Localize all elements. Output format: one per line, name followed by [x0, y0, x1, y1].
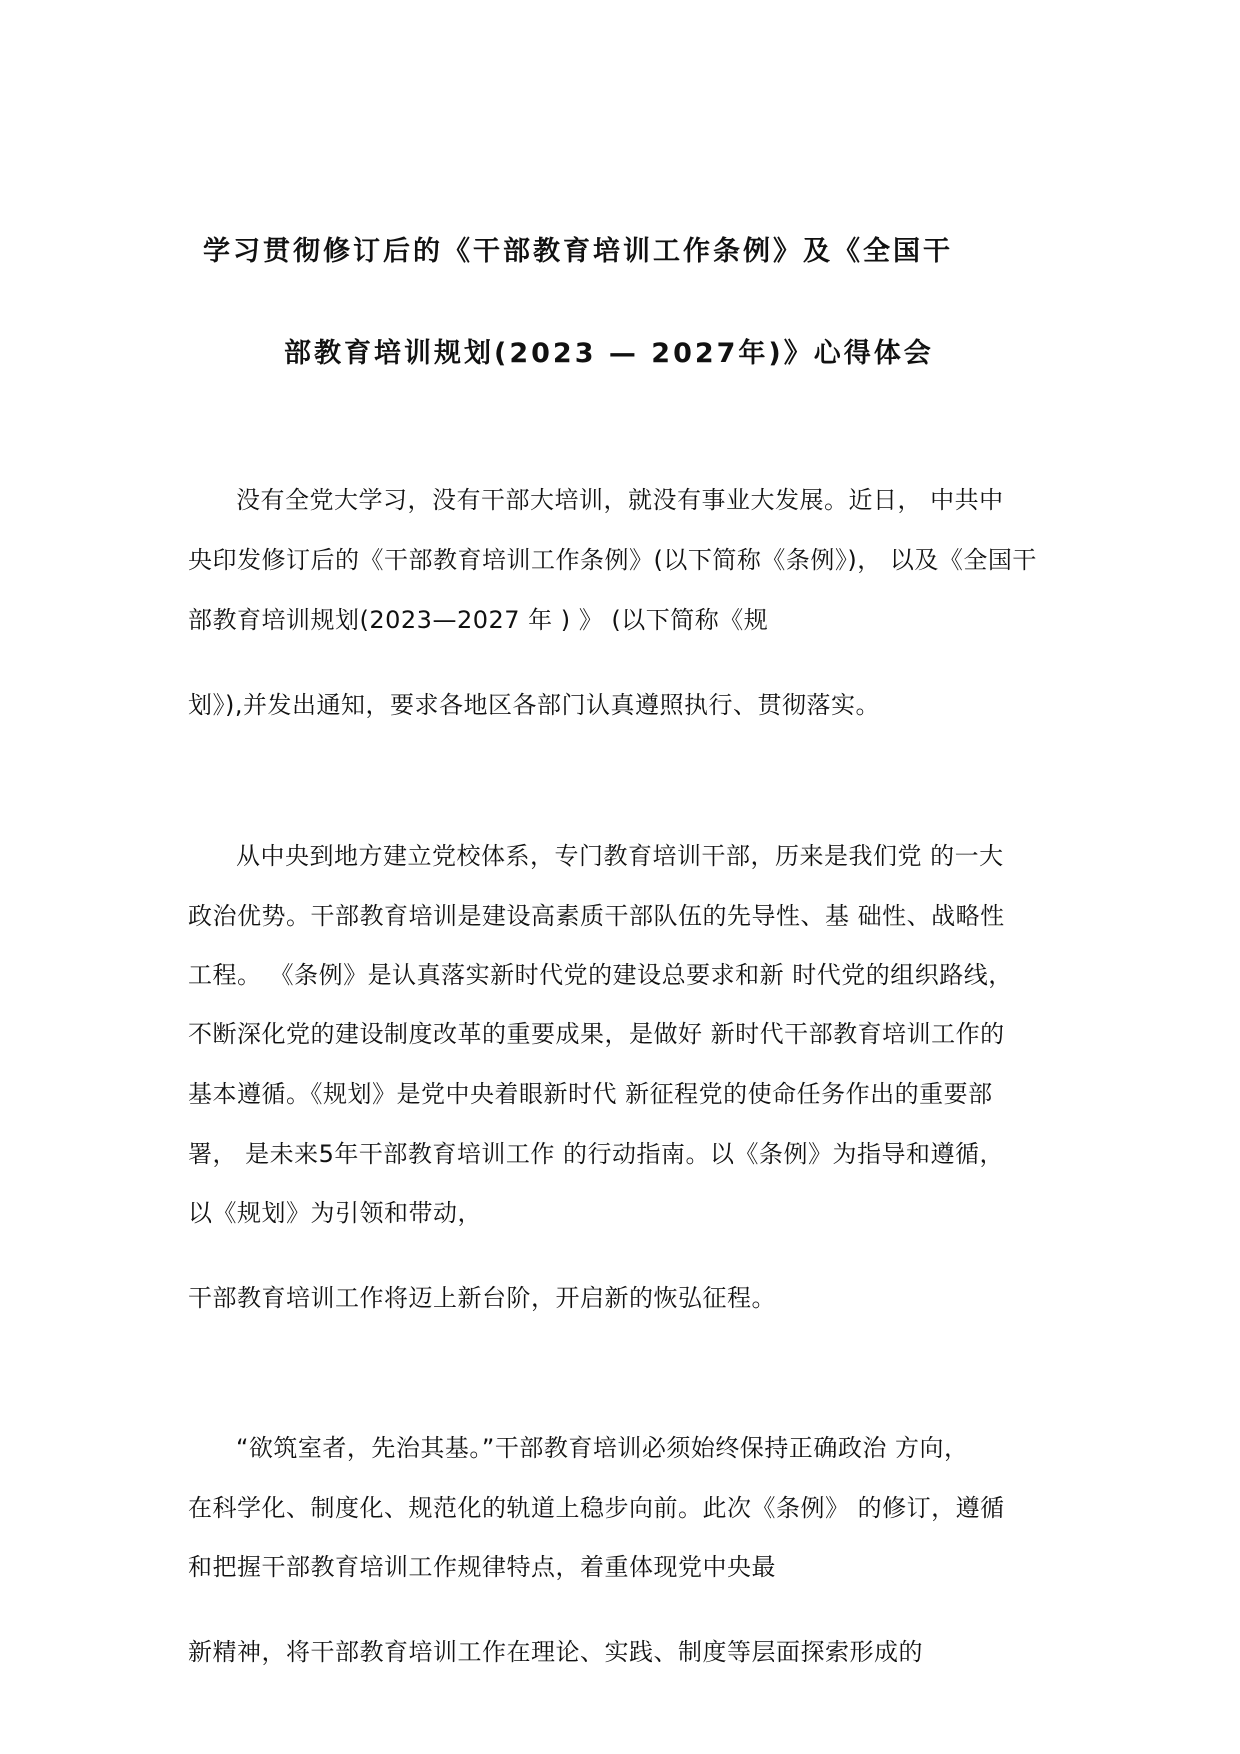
title-line-2: 部教育培训规划(2023 — 2027年)》心得体会: [284, 338, 934, 369]
paragraph-line: 署， 是未来5年干部教育培训工作 的行动指南。以《条例》为指导和遵循，: [188, 1140, 1005, 1168]
paragraph-line: 在科学化、制度化、规范化的轨道上稳步向前。此次《条例》 的修订，遵循: [188, 1494, 1005, 1522]
paragraph-line: 部教育培训规划(2023—2027 年 ) 》 (以下简称《规: [188, 606, 769, 634]
paragraph-line: 央印发修订后的《干部教育培训工作条例》(以下简称《条例》)， 以及《全国干: [188, 546, 1037, 574]
paragraph-line: 新精神，将干部教育培训工作在理论、实践、制度等层面探索形成的: [188, 1638, 923, 1666]
paragraph-line: 政治优势。干部教育培训是建设高素质干部队伍的先导性、基 础性、战略性: [188, 902, 1005, 930]
paragraph-line: 工程。 《条例》是认真落实新时代党的建设总要求和新 时代党的组织路线，: [188, 961, 1013, 989]
paragraph-line: “欲筑室者，先治其基。”干部教育培训必须始终保持正确政治 方向，: [236, 1434, 969, 1462]
title-line-1: 学习贯彻修订后的《干部教育培训工作条例》及《全国干: [203, 236, 953, 267]
paragraph-line: 以《规划》为引领和带动，: [188, 1199, 482, 1227]
paragraph-line: 干部教育培训工作将迈上新台阶，开启新的恢弘征程。: [188, 1284, 776, 1312]
paragraph-line: 基本遵循。《规划》是党中央着眼新时代 新征程党的使命任务作出的重要部: [188, 1080, 993, 1108]
paragraph-line: 和把握干部教育培训工作规律特点，着重体现党中央最: [188, 1553, 776, 1581]
paragraph-line: 划》),并发出通知，要求各地区各部门认真遵照执行、贯彻落实。: [188, 691, 880, 719]
paragraph-line: 从中央到地方建立党校体系，专门教育培训干部，历来是我们党 的一大: [236, 842, 1004, 870]
paragraph-line: 没有全党大学习，没有干部大培训，就没有事业大发展。近日， 中共中: [236, 486, 1004, 514]
paragraph-line: 不断深化党的建设制度改革的重要成果，是做好 新时代干部教育培训工作的: [188, 1020, 1005, 1048]
